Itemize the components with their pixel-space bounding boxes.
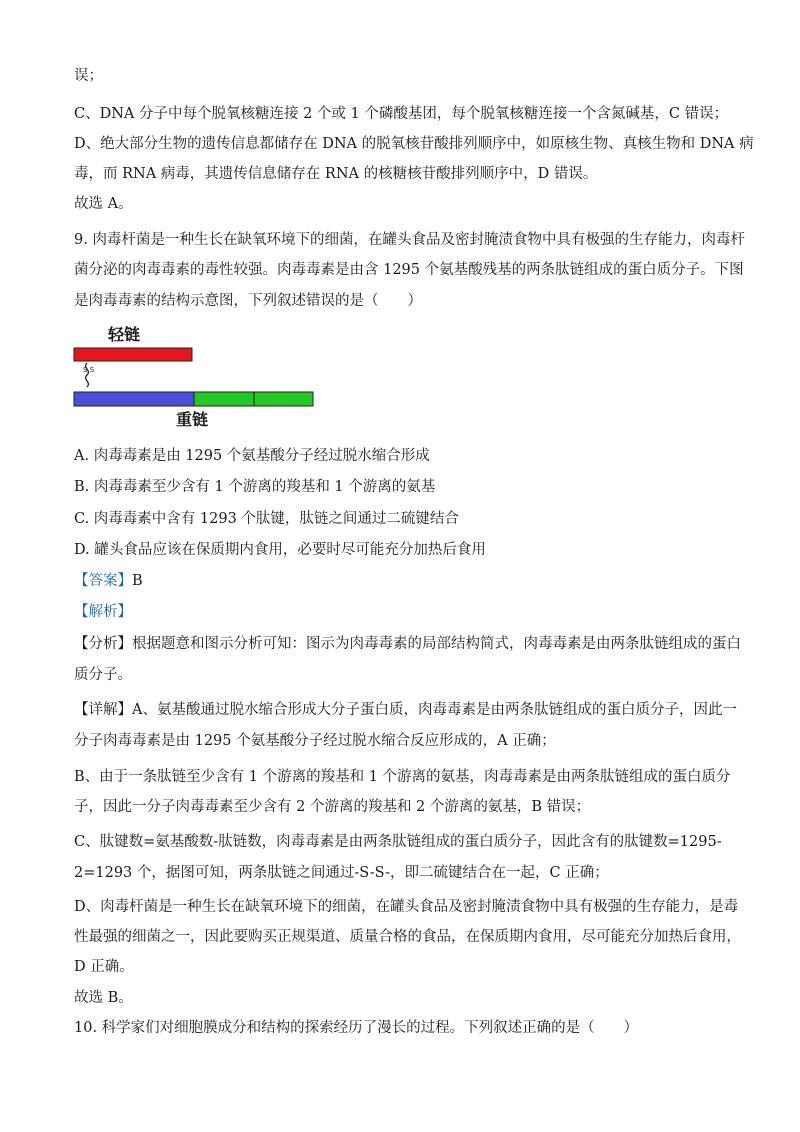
heavy-chain-segment-green (194, 392, 254, 406)
text-line: C、DNA 分子中每个脱氧核糖连接 2 个或 1 个磷酸基团，每个脱氧核糖连接一个含氮碱基，C 错误； (74, 106, 729, 122)
heavy-chain-label: 重链 (176, 410, 209, 429)
detail-line: D、肉毒杆菌是一种生长在缺氧环境下的细菌，在罐头食品及密封腌渍食物中具有极强的生存能力，是毒 (74, 899, 739, 915)
option-c: C. 肉毒毒素中含有 1293 个肽键，肽链之间通过二硫键结合 (74, 511, 459, 527)
option-a: A. 肉毒毒素是由 1295 个氨基酸分子经过脱水缩合形成 (74, 448, 430, 464)
text-line: 误； (74, 68, 103, 84)
heavy-chain-segment-blue (74, 392, 194, 406)
botulinum-toxin-structure-diagram (72, 322, 322, 432)
question-9-line: 是肉毒毒素的结构示意图，下列叙述错误的是（ ） (74, 293, 422, 309)
option-d: D. 罐头食品应该在保质期内食用，必要时尽可能充分加热后食用 (74, 542, 486, 558)
detail-line: 子，因此一分子肉毒毒素至少含有 2 个游离的羧基和 2 个游离的氨基，B 错误； (74, 799, 591, 815)
light-chain-label: 轻链 (108, 325, 141, 344)
disulfide-bond-label: S S (83, 366, 95, 374)
text-line: 毒，而 RNA 病毒，其遗传信息储存在 RNA 的核糖核苷酸排列顺序中，D 错误。 (74, 166, 598, 182)
answer-line (74, 571, 143, 591)
option-b: B. 肉毒毒素至少含有 1 个游离的羧基和 1 个游离的氨基 (74, 479, 436, 495)
detail-line: 性最强的细菌之一，因此要购买正规渠道、质量合格的食品，在保质期内食用，尽可能充分加热后食用， (74, 929, 741, 945)
heavy-chain-segment-green (254, 392, 313, 406)
structure-svg (72, 322, 322, 432)
detail-line: 分子肉毒毒素是由 1295 个氨基酸分子经过脱水缩合反应形成的，A 正确； (74, 733, 556, 749)
detail-line: C、肽键数=氨基酸数-肽链数，肉毒毒素是由两条肽链组成的蛋白质分子，因此含有的肽键数=1295- (74, 834, 722, 850)
analysis-line: 【分析】根据题意和图示分析可知：图示为肉毒毒素的局部结构简式，肉毒毒素是由两条肽链组成的蛋白 (74, 636, 741, 652)
question-9-line: 菌分泌的肉毒毒素的毒性较强。肉毒毒素是由含 1295 个氨基酸残基的两条肽链组成的蛋白质分子。下图 (74, 262, 744, 278)
light-chain-bar (74, 348, 192, 361)
detail-line: 【详解】A、氨基酸通过脱水缩合形成大分子蛋白质，肉毒毒素是由两条肽链组成的蛋白质分子，因此一 (74, 702, 737, 718)
detail-line: 故选 B。 (74, 990, 133, 1006)
answer-tag: 【答案】 (74, 573, 132, 589)
detail-line: B、由于一条肽链至少含有 1 个游离的羧基和 1 个游离的氨基，肉毒毒素是由两条肽链组成的蛋白质分 (74, 769, 731, 785)
text-line: 故选 A。 (74, 196, 133, 212)
detail-line: D 正确。 (74, 959, 134, 975)
question-10-line: 10. 科学家们对细胞膜成分和结构的探索经历了漫长的过程。下列叙述正确的是（ ） (74, 1020, 639, 1036)
analysis-heading (74, 602, 132, 622)
text-line: D、绝大部分生物的遗传信息都储存在 DNA 的脱氧核苷酸排列顺序中，如原核生物、真核生物和 DNA 病 (74, 136, 754, 152)
analysis-line: 质分子。 (74, 667, 132, 683)
detail-line: 2=1293 个，据图可知，两条肽链之间通过-S-S-，即二硫键结合在一起，C 正确； (74, 865, 609, 881)
analysis-tag: 【解析】 (74, 604, 132, 620)
question-9-line: 9. 肉毒杆菌是一种生长在缺氧环境下的细菌，在罐头食品及密封腌渍食物中具有极强的生存能力，肉毒杆 (74, 232, 745, 248)
answer-value: B (132, 573, 143, 589)
